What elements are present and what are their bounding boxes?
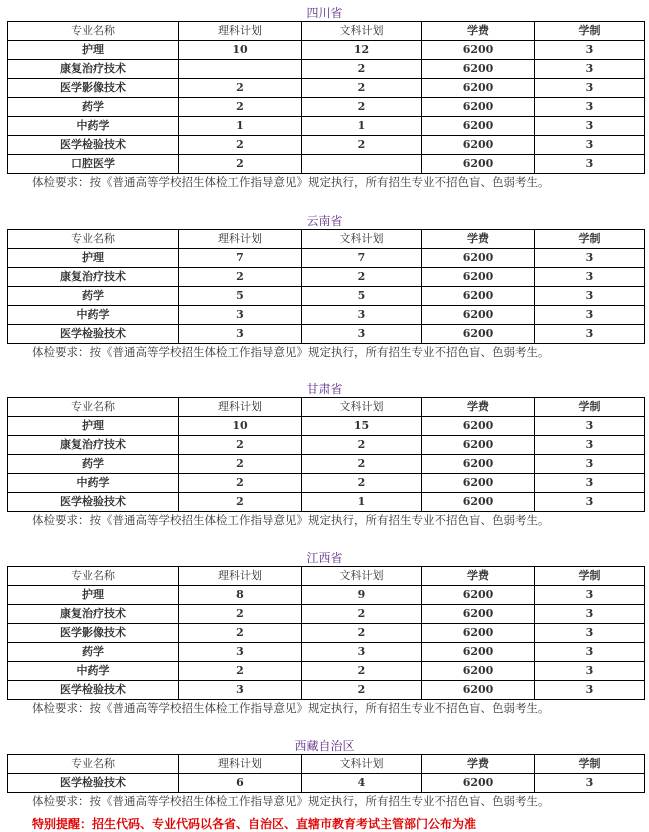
arts-plan-cell: 2 xyxy=(302,98,422,117)
table-row xyxy=(8,79,645,98)
table-header-row xyxy=(8,567,645,586)
major-cell: 护理 xyxy=(8,586,179,605)
fee-cell: 6200 xyxy=(422,136,535,155)
arts-plan-cell xyxy=(302,155,422,174)
plan-table xyxy=(7,566,645,700)
major-cell: 药学 xyxy=(8,455,179,474)
years-cell: 3 xyxy=(535,41,645,60)
arts-plan-cell: 2 xyxy=(302,436,422,455)
plan-table xyxy=(7,21,645,174)
arts-plan-cell: 15 xyxy=(302,417,422,436)
fee-cell: 6200 xyxy=(422,493,535,512)
science-plan-cell: 3 xyxy=(179,325,302,344)
table-header-row xyxy=(8,755,645,774)
science-plan-cell: 2 xyxy=(179,79,302,98)
science-plan-cell: 6 xyxy=(179,774,302,793)
science-plan-cell: 2 xyxy=(179,436,302,455)
years-cell: 3 xyxy=(535,493,645,512)
arts-plan-cell: 2 xyxy=(302,268,422,287)
years-cell: 3 xyxy=(535,249,645,268)
major-cell: 中药学 xyxy=(8,474,179,493)
years-cell: 3 xyxy=(535,98,645,117)
major-cell: 中药学 xyxy=(8,306,179,325)
table-header-row xyxy=(8,230,645,249)
fee-cell: 6200 xyxy=(422,474,535,493)
years-cell: 3 xyxy=(535,79,645,98)
years-cell: 3 xyxy=(535,662,645,681)
major-cell: 康复治疗技术 xyxy=(8,605,179,624)
table-row xyxy=(8,325,645,344)
arts-plan-cell: 3 xyxy=(302,643,422,662)
plan-table xyxy=(7,754,645,793)
arts-plan-cell: 2 xyxy=(302,455,422,474)
special-reminder: 特别提醒：招生代码、专业代码以各省、自治区、直辖市教育考试主管部门公布为准 xyxy=(32,817,477,831)
major-cell: 医学影像技术 xyxy=(8,79,179,98)
province-section xyxy=(0,551,649,716)
fee-cell: 6200 xyxy=(422,455,535,474)
table-header-row xyxy=(8,22,645,41)
table-row xyxy=(8,249,645,268)
table-header-row xyxy=(8,398,645,417)
major-cell: 护理 xyxy=(8,417,179,436)
science-plan-cell: 2 xyxy=(179,136,302,155)
fee-cell: 6200 xyxy=(422,774,535,793)
header-major: 专业名称 xyxy=(8,755,179,774)
science-plan-cell: 3 xyxy=(179,643,302,662)
province-title: 云南省 xyxy=(306,214,343,228)
province-section xyxy=(0,6,649,190)
header-years: 学制 xyxy=(535,755,645,774)
table-row xyxy=(8,41,645,60)
header-major: 专业名称 xyxy=(8,398,179,417)
header-arts-plan: 文科计划 xyxy=(302,398,422,417)
science-plan-cell: 10 xyxy=(179,41,302,60)
fee-cell: 6200 xyxy=(422,624,535,643)
science-plan-cell: 2 xyxy=(179,155,302,174)
major-cell: 医学检验技术 xyxy=(8,681,179,700)
fee-cell: 6200 xyxy=(422,306,535,325)
years-cell: 3 xyxy=(535,474,645,493)
years-cell: 3 xyxy=(535,586,645,605)
arts-plan-cell: 2 xyxy=(302,681,422,700)
table-row xyxy=(8,662,645,681)
arts-plan-cell: 5 xyxy=(302,287,422,306)
header-science-plan: 理科计划 xyxy=(179,398,302,417)
science-plan-cell: 8 xyxy=(179,586,302,605)
table-row xyxy=(8,493,645,512)
header-years: 学制 xyxy=(535,230,645,249)
years-cell: 3 xyxy=(535,155,645,174)
physical-exam-note: 体检要求：按《普通高等学校招生体检工作指导意见》规定执行，所有招生专业不招色盲、色弱考生。 xyxy=(32,345,550,359)
science-plan-cell: 2 xyxy=(179,455,302,474)
table-row xyxy=(8,60,645,79)
science-plan-cell: 3 xyxy=(179,681,302,700)
major-cell: 护理 xyxy=(8,249,179,268)
years-cell: 3 xyxy=(535,60,645,79)
province-title: 江西省 xyxy=(306,551,343,565)
plan-table xyxy=(7,397,645,512)
major-cell: 康复治疗技术 xyxy=(8,436,179,455)
header-arts-plan: 文科计划 xyxy=(302,22,422,41)
major-cell: 医学检验技术 xyxy=(8,493,179,512)
table-row xyxy=(8,136,645,155)
science-plan-cell: 1 xyxy=(179,117,302,136)
table-row xyxy=(8,643,645,662)
fee-cell: 6200 xyxy=(422,79,535,98)
physical-exam-note: 体检要求：按《普通高等学校招生体检工作指导意见》规定执行，所有招生专业不招色盲、色弱考生。 xyxy=(32,701,550,715)
fee-cell: 6200 xyxy=(422,249,535,268)
header-arts-plan: 文科计划 xyxy=(302,755,422,774)
major-cell: 医学检验技术 xyxy=(8,774,179,793)
header-fee: 学费 xyxy=(422,230,535,249)
science-plan-cell: 2 xyxy=(179,268,302,287)
header-science-plan: 理科计划 xyxy=(179,230,302,249)
arts-plan-cell: 2 xyxy=(302,60,422,79)
physical-exam-note: 体检要求：按《普通高等学校招生体检工作指导意见》规定执行，所有招生专业不招色盲、色弱考生。 xyxy=(32,513,550,527)
fee-cell: 6200 xyxy=(422,60,535,79)
years-cell: 3 xyxy=(535,117,645,136)
years-cell: 3 xyxy=(535,287,645,306)
years-cell: 3 xyxy=(535,268,645,287)
header-major: 专业名称 xyxy=(8,230,179,249)
science-plan-cell: 2 xyxy=(179,662,302,681)
header-years: 学制 xyxy=(535,22,645,41)
major-cell: 医学检验技术 xyxy=(8,325,179,344)
years-cell: 3 xyxy=(535,436,645,455)
major-cell: 药学 xyxy=(8,643,179,662)
province-title: 四川省 xyxy=(306,6,343,20)
physical-exam-note: 体检要求：按《普通高等学校招生体检工作指导意见》规定执行，所有招生专业不招色盲、色弱考生。 xyxy=(32,175,550,189)
table-row xyxy=(8,586,645,605)
years-cell: 3 xyxy=(535,681,645,700)
major-cell: 医学检验技术 xyxy=(8,136,179,155)
table-row xyxy=(8,624,645,643)
table-row xyxy=(8,287,645,306)
header-major: 专业名称 xyxy=(8,22,179,41)
years-cell: 3 xyxy=(535,136,645,155)
years-cell: 3 xyxy=(535,605,645,624)
fee-cell: 6200 xyxy=(422,605,535,624)
table-row xyxy=(8,98,645,117)
table-row xyxy=(8,605,645,624)
science-plan-cell: 2 xyxy=(179,605,302,624)
arts-plan-cell: 7 xyxy=(302,249,422,268)
table-row xyxy=(8,681,645,700)
major-cell: 口腔医学 xyxy=(8,155,179,174)
fee-cell: 6200 xyxy=(422,643,535,662)
fee-cell: 6200 xyxy=(422,662,535,681)
fee-cell: 6200 xyxy=(422,98,535,117)
header-years: 学制 xyxy=(535,567,645,586)
major-cell: 康复治疗技术 xyxy=(8,60,179,79)
years-cell: 3 xyxy=(535,455,645,474)
arts-plan-cell: 2 xyxy=(302,624,422,643)
science-plan-cell: 2 xyxy=(179,98,302,117)
science-plan-cell: 2 xyxy=(179,624,302,643)
science-plan-cell xyxy=(179,60,302,79)
header-fee: 学费 xyxy=(422,22,535,41)
province-section xyxy=(0,214,649,360)
plan-table xyxy=(7,229,645,344)
table-row xyxy=(8,474,645,493)
header-fee: 学费 xyxy=(422,755,535,774)
fee-cell: 6200 xyxy=(422,586,535,605)
province-title: 甘肃省 xyxy=(306,382,343,396)
science-plan-cell: 2 xyxy=(179,474,302,493)
header-arts-plan: 文科计划 xyxy=(302,230,422,249)
header-fee: 学费 xyxy=(422,567,535,586)
table-row xyxy=(8,306,645,325)
arts-plan-cell: 1 xyxy=(302,493,422,512)
table-row xyxy=(8,436,645,455)
header-major: 专业名称 xyxy=(8,567,179,586)
header-science-plan: 理科计划 xyxy=(179,567,302,586)
arts-plan-cell: 3 xyxy=(302,325,422,344)
arts-plan-cell: 3 xyxy=(302,306,422,325)
fee-cell: 6200 xyxy=(422,41,535,60)
years-cell: 3 xyxy=(535,306,645,325)
years-cell: 3 xyxy=(535,643,645,662)
header-fee: 学费 xyxy=(422,398,535,417)
physical-exam-note: 体检要求：按《普通高等学校招生体检工作指导意见》规定执行，所有招生专业不招色盲、色弱考生。 xyxy=(32,794,550,808)
province-section xyxy=(0,382,649,528)
table-row xyxy=(8,455,645,474)
science-plan-cell: 2 xyxy=(179,493,302,512)
science-plan-cell: 10 xyxy=(179,417,302,436)
table-row xyxy=(8,268,645,287)
arts-plan-cell: 4 xyxy=(302,774,422,793)
table-row xyxy=(8,155,645,174)
science-plan-cell: 3 xyxy=(179,306,302,325)
major-cell: 药学 xyxy=(8,98,179,117)
fee-cell: 6200 xyxy=(422,436,535,455)
major-cell: 康复治疗技术 xyxy=(8,268,179,287)
header-science-plan: 理科计划 xyxy=(179,755,302,774)
table-row xyxy=(8,417,645,436)
years-cell: 3 xyxy=(535,417,645,436)
arts-plan-cell: 2 xyxy=(302,605,422,624)
arts-plan-cell: 2 xyxy=(302,662,422,681)
fee-cell: 6200 xyxy=(422,155,535,174)
header-arts-plan: 文科计划 xyxy=(302,567,422,586)
years-cell: 3 xyxy=(535,325,645,344)
arts-plan-cell: 9 xyxy=(302,586,422,605)
arts-plan-cell: 1 xyxy=(302,117,422,136)
major-cell: 中药学 xyxy=(8,662,179,681)
fee-cell: 6200 xyxy=(422,417,535,436)
fee-cell: 6200 xyxy=(422,287,535,306)
table-row xyxy=(8,774,645,793)
years-cell: 3 xyxy=(535,624,645,643)
major-cell: 中药学 xyxy=(8,117,179,136)
science-plan-cell: 5 xyxy=(179,287,302,306)
arts-plan-cell: 2 xyxy=(302,136,422,155)
province-section xyxy=(0,739,649,809)
years-cell: 3 xyxy=(535,774,645,793)
science-plan-cell: 7 xyxy=(179,249,302,268)
arts-plan-cell: 2 xyxy=(302,474,422,493)
fee-cell: 6200 xyxy=(422,681,535,700)
arts-plan-cell: 12 xyxy=(302,41,422,60)
header-science-plan: 理科计划 xyxy=(179,22,302,41)
fee-cell: 6200 xyxy=(422,325,535,344)
arts-plan-cell: 2 xyxy=(302,79,422,98)
table-row xyxy=(8,117,645,136)
fee-cell: 6200 xyxy=(422,117,535,136)
province-title: 西藏自治区 xyxy=(294,739,355,753)
fee-cell: 6200 xyxy=(422,268,535,287)
major-cell: 药学 xyxy=(8,287,179,306)
major-cell: 医学影像技术 xyxy=(8,624,179,643)
header-years: 学制 xyxy=(535,398,645,417)
major-cell: 护理 xyxy=(8,41,179,60)
